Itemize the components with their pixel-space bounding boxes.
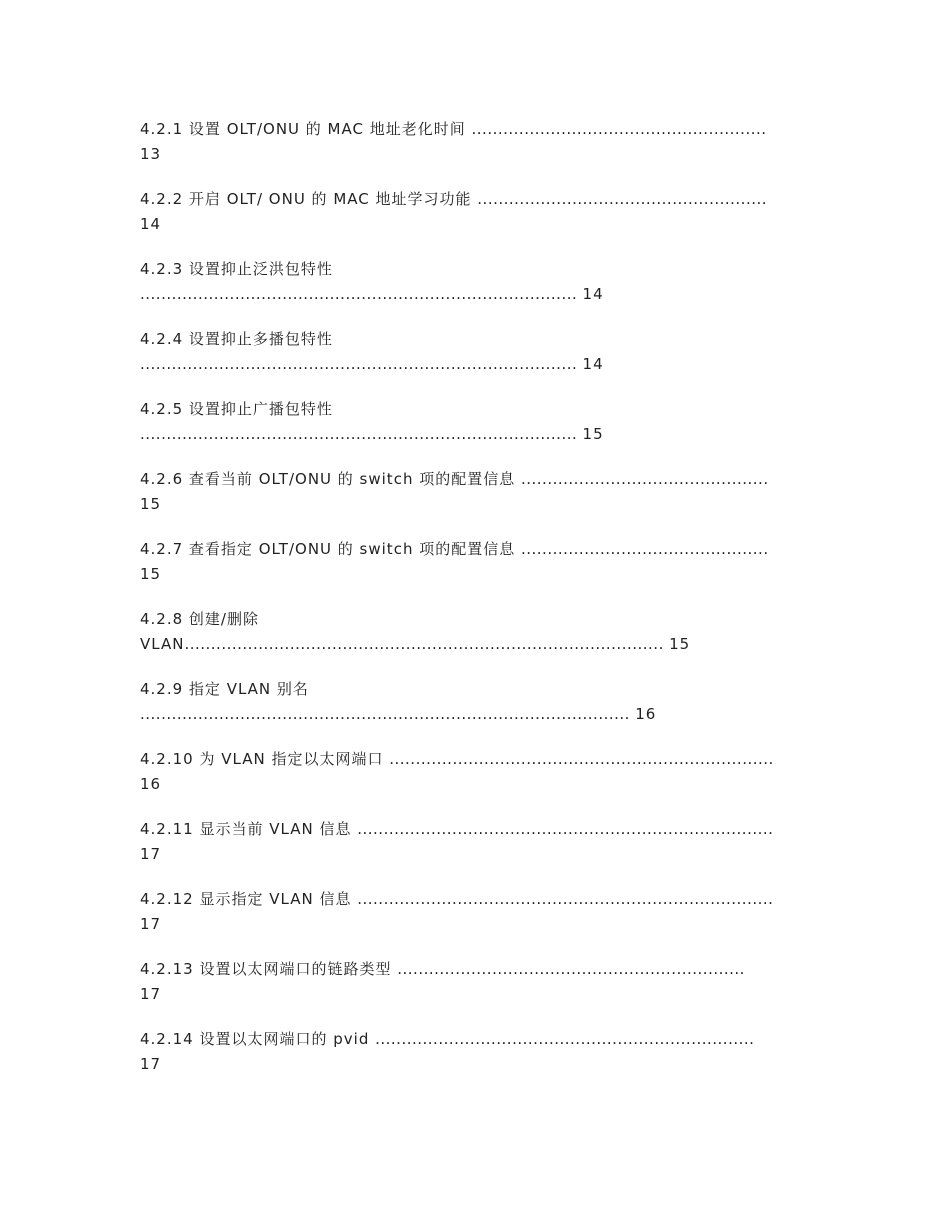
toc-entry[interactable] xyxy=(140,817,820,887)
toc-entry-title: 4.2.2 开启 OLT/ ONU 的 MAC 地址学习功能 xyxy=(140,190,478,208)
toc-entry-title: 4.2.11 显示当前 VLAN 信息 xyxy=(140,820,358,838)
toc-entry-page: 14 xyxy=(582,355,604,373)
toc-entry-page: 15 xyxy=(669,635,691,653)
toc-entry-page-line xyxy=(140,422,820,447)
toc-entry-title-line xyxy=(140,187,820,212)
toc-entry-page-line xyxy=(140,562,820,587)
toc-entry[interactable] xyxy=(140,537,820,607)
toc-entry-title-line xyxy=(140,327,820,352)
toc-entry-title: 4.2.14 设置以太网端口的 pvid xyxy=(140,1030,376,1048)
toc-entry-leader: ........................................................................................... xyxy=(184,635,670,653)
toc-entry-title-line xyxy=(140,677,820,702)
toc-entry-leader: .................................................................. xyxy=(397,960,745,978)
toc-entry-title: 4.2.5 设置抑止广播包特性 xyxy=(140,400,333,418)
toc-entry[interactable] xyxy=(140,747,820,817)
toc-entry-leader: ........................................................................ xyxy=(375,1030,755,1048)
toc-entry-title-line xyxy=(140,467,820,492)
toc-entry-title-line xyxy=(140,817,820,842)
toc-entry[interactable] xyxy=(140,1027,820,1097)
toc-entry-page-line xyxy=(140,282,820,307)
toc-entry-title: 4.2.13 设置以太网端口的链路类型 xyxy=(140,960,398,978)
toc-entry[interactable] xyxy=(140,397,820,467)
toc-entry-page-line xyxy=(140,1052,820,1077)
toc-entry[interactable] xyxy=(140,607,820,677)
toc-entry-page: 16 xyxy=(635,705,657,723)
toc-entry-page: 16 xyxy=(140,775,162,793)
toc-entry-page-line xyxy=(140,492,820,517)
toc-entry-title: 4.2.4 设置抑止多播包特性 xyxy=(140,330,333,348)
toc-entry[interactable] xyxy=(140,327,820,397)
toc-entry-page-line xyxy=(140,632,820,657)
toc-entry-page-line xyxy=(140,842,820,867)
toc-entry-leader: ................................................................................... xyxy=(140,425,583,443)
toc-entry[interactable] xyxy=(140,117,820,187)
toc-entry-page-line xyxy=(140,352,820,377)
toc-entry-title: 4.2.6 查看当前 OLT/ONU 的 switch 项的配置信息 xyxy=(140,470,521,488)
toc-entry-title: 4.2.8 创建/删除 xyxy=(140,610,259,628)
toc-entry-page: 14 xyxy=(140,215,162,233)
table-of-contents xyxy=(140,117,820,1097)
toc-entry[interactable] xyxy=(140,887,820,957)
toc-entry-page-line xyxy=(140,142,820,167)
toc-entry-title-continued: VLAN xyxy=(140,635,185,653)
toc-entry[interactable] xyxy=(140,677,820,747)
toc-entry[interactable] xyxy=(140,467,820,537)
toc-entry-title: 4.2.7 查看指定 OLT/ONU 的 switch 项的配置信息 xyxy=(140,540,521,558)
toc-entry-title-line xyxy=(140,397,820,422)
toc-entry-title: 4.2.10 为 VLAN 指定以太网端口 xyxy=(140,750,390,768)
toc-entry-title-line xyxy=(140,957,820,982)
toc-entry-page-line xyxy=(140,772,820,797)
toc-entry-title: 4.2.3 设置抑止泛洪包特性 xyxy=(140,260,333,278)
toc-entry-leader: ........................................................ xyxy=(471,120,767,138)
toc-entry-page: 13 xyxy=(140,145,162,163)
toc-entry[interactable] xyxy=(140,257,820,327)
toc-entry-title: 4.2.9 指定 VLAN 别名 xyxy=(140,680,309,698)
toc-entry-leader: ......................................................................... xyxy=(389,750,774,768)
toc-entry-page: 15 xyxy=(140,565,162,583)
toc-entry-page-line xyxy=(140,212,820,237)
toc-entry-page: 15 xyxy=(140,495,162,513)
toc-entry-page: 17 xyxy=(140,985,162,1003)
toc-entry[interactable] xyxy=(140,187,820,257)
toc-entry-title-line xyxy=(140,1027,820,1052)
toc-entry-page: 17 xyxy=(140,915,162,933)
toc-entry-page: 17 xyxy=(140,845,162,863)
toc-entry-title-line xyxy=(140,257,820,282)
toc-entry-page-line xyxy=(140,982,820,1007)
toc-entry-page: 17 xyxy=(140,1055,162,1073)
toc-entry-page: 15 xyxy=(582,425,604,443)
toc-entry-title: 4.2.12 显示指定 VLAN 信息 xyxy=(140,890,358,908)
toc-entry-leader: ............................................... xyxy=(520,470,769,488)
toc-entry-leader: ............................................... xyxy=(520,540,769,558)
toc-entry-title-line xyxy=(140,607,820,632)
toc-entry-page-line xyxy=(140,912,820,937)
toc-entry-title-line xyxy=(140,747,820,772)
toc-entry-page: 14 xyxy=(582,285,604,303)
toc-entry-title-line xyxy=(140,537,820,562)
toc-entry-leader: ............................................................................... xyxy=(357,820,774,838)
toc-entry-title-line xyxy=(140,887,820,912)
toc-entry-leader: ............................................................................................. xyxy=(140,705,636,723)
toc-entry-title: 4.2.1 设置 OLT/ONU 的 MAC 地址老化时间 xyxy=(140,120,472,138)
toc-entry[interactable] xyxy=(140,957,820,1027)
toc-entry-leader: ....................................................... xyxy=(477,190,768,208)
toc-entry-page-line xyxy=(140,702,820,727)
toc-entry-title-line xyxy=(140,117,820,142)
toc-entry-leader: ............................................................................... xyxy=(357,890,774,908)
toc-entry-leader: ................................................................................... xyxy=(140,355,583,373)
toc-entry-leader: ................................................................................... xyxy=(140,285,583,303)
